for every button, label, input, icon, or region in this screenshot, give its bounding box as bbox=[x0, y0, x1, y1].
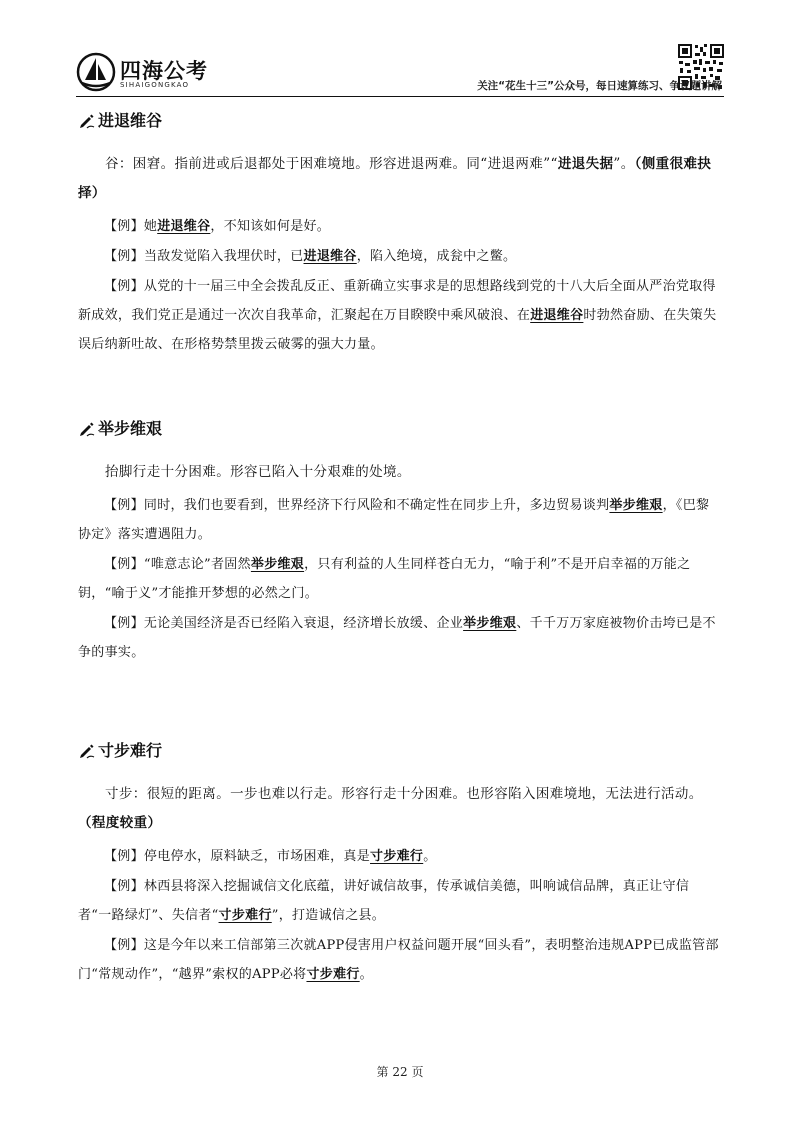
example-sentence: 【例】这是今年以来工信部第三次就APP侵害用户权益问题开展“回头看”，表明整治违规APP已成监管部门“常规动作”，“越界”索权的APP必将寸步难行。 bbox=[78, 938, 719, 982]
header-promo-note: 关注“花生十三”公众号，每日速算练习、争议题讲解 bbox=[477, 80, 722, 92]
idiom-section bbox=[78, 108, 722, 359]
highlighted-idiom: 举步维艰 bbox=[250, 557, 305, 572]
idiom-definition: 抬脚行走十分困难。形容已陷入十分艰难的处境。 bbox=[105, 464, 411, 480]
idiom-name: 举步维艰 bbox=[98, 419, 163, 438]
example-sentence: 【例】无论美国经济是否已经陷入衰退，经济增长放缓、企业举步维艰、千千万万家庭被物价击垮已是不争的事实。 bbox=[78, 616, 716, 660]
section-title bbox=[78, 738, 722, 764]
page-content bbox=[78, 108, 722, 990]
example-sentence: 【例】同时，我们也要看到，世界经济下行风险和不确定性在同步上升，多边贸易谈判举步维艰，《巴黎协定》落实遭遇阻力。 bbox=[78, 498, 710, 542]
idiom-name: 进退维谷 bbox=[98, 111, 163, 130]
highlighted-idiom: 寸步难行 bbox=[370, 849, 424, 864]
highlighted-idiom: 进退维谷 bbox=[303, 249, 357, 264]
related-idiom: 进退失据 bbox=[557, 156, 614, 172]
pencil-icon bbox=[78, 420, 96, 438]
idiom-definition: 寸步：很短的距离。一步也难以行走。形容行走十分困难。也形容陷入困难境地，无法进行活动。（程度较重） bbox=[78, 786, 703, 831]
idiom-section bbox=[78, 738, 722, 989]
idiom-name: 寸步难行 bbox=[98, 741, 163, 760]
usage-tag: （侧重很难抉择） bbox=[78, 156, 712, 201]
page-header bbox=[0, 0, 800, 100]
highlighted-idiom: 进退维谷 bbox=[530, 308, 584, 323]
highlighted-idiom: 进退维谷 bbox=[157, 219, 211, 234]
highlighted-idiom: 举步维艰 bbox=[463, 616, 517, 631]
example-sentence: 【例】停电停水，原料缺乏，市场困难，真是寸步难行。 bbox=[104, 849, 437, 864]
logo-english-text: SIHAIGONGKAO bbox=[120, 81, 190, 89]
page-number: 第 22 页 bbox=[376, 1065, 424, 1079]
highlighted-idiom: 寸步难行 bbox=[218, 908, 272, 923]
pencil-icon bbox=[78, 742, 96, 760]
section-title bbox=[78, 416, 722, 442]
highlighted-idiom: 寸步难行 bbox=[306, 967, 360, 982]
usage-tag: （程度较重） bbox=[78, 815, 162, 831]
pencil-icon bbox=[78, 112, 96, 130]
sailboat-logo-icon bbox=[76, 52, 116, 92]
highlighted-idiom: 举步维艰 bbox=[609, 498, 663, 513]
example-sentence: 【例】“唯意志论”者固然举步维艰，只有利益的人生同样苍白无力，“喻于利”不是开启幸福的万能之钥，“喻于义”才能推开梦想的必然之门。 bbox=[78, 557, 691, 601]
idiom-definition: 谷：困窘。指前进或后退都处于困难境地。形容进退两难。同“进退两难”“进退失据”。（侧重很难抉择） bbox=[78, 156, 712, 201]
brand-logo bbox=[76, 52, 226, 96]
example-sentence: 【例】从党的十一届三中全会拨乱反正、重新确立实事求是的思想路线到党的十八大后全面从严治党取得新成效，我们党正是通过一次次自我革命，汇聚起在万目睽睽中乘风破浪、在进退维谷时勃然奋励、在失策失误后纳新吐故、在形格势禁里拨云破雾的强大力量。 bbox=[78, 279, 717, 352]
example-sentence: 【例】她进退维谷，不知该如何是好。 bbox=[104, 219, 331, 234]
section-title bbox=[78, 108, 722, 134]
example-sentence: 【例】当敌发觉陷入我埋伏时，已进退维谷，陷入绝境，成瓮中之鳖。 bbox=[104, 249, 517, 264]
logo-chinese-text: 四海公考 bbox=[120, 59, 208, 83]
example-sentence: 【例】林西县将深入挖掘诚信文化底蕴，讲好诚信故事，传承诚信美德，叫响诚信品牌，真正让守信者“一路绿灯”、失信者“寸步难行”，打造诚信之县。 bbox=[78, 879, 690, 923]
idiom-section bbox=[78, 416, 722, 667]
header-divider bbox=[76, 96, 724, 97]
